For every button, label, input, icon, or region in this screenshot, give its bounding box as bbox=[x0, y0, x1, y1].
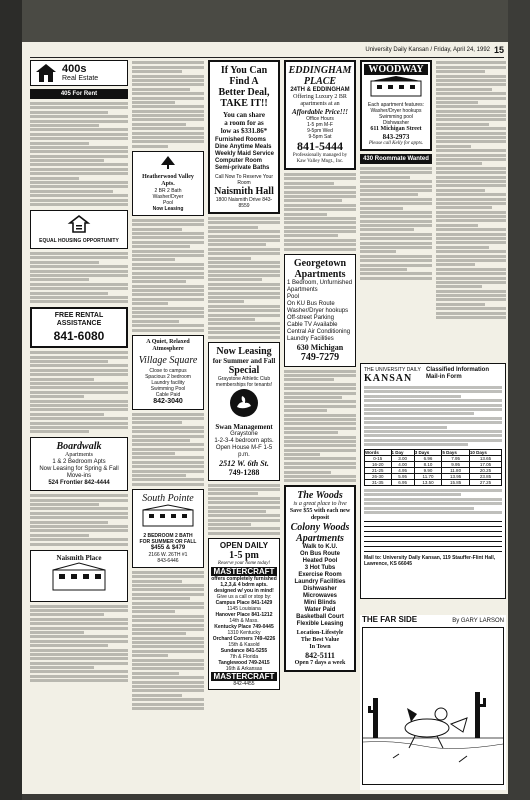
free-rental-title: FREE RENTAL ASSISTANCE bbox=[54, 312, 104, 328]
naismith-hall-headline: Better Deal, bbox=[218, 87, 270, 98]
rates-cell: 13.95 bbox=[442, 474, 470, 480]
woodway-ad bbox=[360, 60, 432, 151]
woodway-name: WOODWAY bbox=[364, 64, 428, 75]
swan-sub: for Summer and Fall bbox=[212, 356, 276, 365]
colony-woods-footer: Location-Lifestyle bbox=[296, 630, 344, 637]
rates-cell: 11.70 bbox=[414, 474, 442, 480]
village-square-line: Cable Paid bbox=[155, 391, 181, 398]
georgetown-title: Georgetown Apartments bbox=[293, 257, 347, 280]
classified-text-block bbox=[360, 167, 432, 280]
rates-cell: 26-30 bbox=[365, 474, 392, 480]
colony-woods-bullet: Flexible Leasing bbox=[296, 621, 344, 628]
naismith-hall-sub: You can share bbox=[223, 111, 265, 119]
mastercraft-brand-footer: MASTERCRAFT bbox=[211, 672, 277, 681]
colony-woods-bullet: On Bus Route bbox=[300, 551, 340, 558]
georgetown-phone: 749-7279 bbox=[300, 351, 340, 363]
naismith-hall-headline: TAKE IT!! bbox=[220, 98, 268, 109]
mastercraft-line: Hanover Place 841-1212 bbox=[215, 611, 273, 618]
naismith-hall-name: Naismith Hall bbox=[214, 186, 274, 197]
naismith-hall-address: 1800 Naismith Drive 843-8559 bbox=[215, 197, 273, 209]
classified-text-block bbox=[284, 173, 356, 251]
mastercraft-phone: 842-4455 bbox=[233, 680, 255, 687]
swan-logo-icon bbox=[229, 405, 259, 422]
village-square-line: Swimming Pool bbox=[150, 385, 186, 392]
georgetown-ad bbox=[284, 254, 356, 367]
mastercraft-line: Give us a call or stop by: bbox=[216, 593, 272, 600]
boardwalk-ad bbox=[30, 437, 128, 491]
binder-shadow-right bbox=[508, 0, 530, 800]
publication-line: University Daily Kansan / Friday, April 24, 1992 bbox=[365, 47, 490, 53]
rates-cell: 5.95 bbox=[391, 474, 414, 480]
swan-name: Swan Management bbox=[215, 422, 273, 431]
mastercraft-line: Tanglewood 749-2415 bbox=[218, 659, 270, 666]
rates-cell: 6.95 bbox=[391, 480, 414, 486]
far-side-title: THE FAR SIDE bbox=[362, 615, 418, 624]
far-side-author: By GARY LARSON bbox=[452, 618, 504, 624]
swan-title: Now Leasing bbox=[216, 345, 272, 357]
naismith-hall-sub: low as $331.86* bbox=[220, 127, 268, 135]
naismith-hall-ad bbox=[208, 60, 280, 214]
rates-cell: 13.65 bbox=[469, 456, 501, 462]
mastercraft-open: OPEN DAILY bbox=[219, 540, 269, 550]
eddingham-note: Professionally managed by Kaw Valley Mngt., Inc. bbox=[292, 153, 348, 164]
mastercraft-line: Sundance 841-5255 bbox=[220, 647, 268, 654]
kansan-name: KANSAN bbox=[364, 373, 413, 384]
georgetown-address: 630 Michigan bbox=[296, 342, 344, 352]
heatherwood-title: Heatherwood Valley Apts. bbox=[142, 173, 194, 187]
column-6 bbox=[436, 60, 506, 790]
logo-subtitle: Real Estate bbox=[62, 75, 99, 82]
rates-header: 1 Day bbox=[391, 450, 414, 456]
georgetown-bullet: Cable TV Available bbox=[287, 321, 338, 328]
rates-header: 5 Days bbox=[442, 450, 470, 456]
rates-cell: 9.95 bbox=[442, 462, 470, 468]
colony-woods-bullet: Basketball Court bbox=[296, 614, 344, 621]
swan-special: Special bbox=[228, 364, 260, 376]
mastercraft-brand: MASTERCRAFT bbox=[211, 567, 277, 576]
eddingham-phone: 841-5444 bbox=[297, 139, 343, 153]
mastercraft-ad bbox=[208, 538, 280, 690]
rates-cell: 23.85 bbox=[469, 474, 501, 480]
woodway-line: Swimming pool bbox=[379, 114, 413, 120]
mastercraft-line: 7th & Florida bbox=[229, 653, 259, 660]
classified-text-block bbox=[132, 61, 204, 147]
rates-cell: 31-35 bbox=[365, 480, 392, 486]
boardwalk-line: 1 & 2 Bedroom Apts bbox=[52, 459, 106, 466]
naismith-place-title: Naismith Place bbox=[56, 553, 102, 562]
georgetown-bullet: 1 Bedroom, Unfurnished Apartments bbox=[287, 279, 353, 293]
classified-text-block bbox=[132, 219, 204, 332]
boardwalk-line: 524 Frontier 842-4444 bbox=[48, 480, 110, 487]
heatherwood-line: Washer/Dryer bbox=[152, 193, 184, 200]
colony-woods-bullet: Exercise Room bbox=[298, 572, 342, 579]
classified-text-block bbox=[208, 217, 280, 339]
rates-header: 3 Days bbox=[414, 450, 442, 456]
colony-woods-headline: The Woods bbox=[297, 490, 343, 502]
classified-text-block bbox=[30, 102, 128, 206]
kansan-paper-line: THE UNIVERSITY DAILY bbox=[364, 367, 421, 373]
colony-woods-bullet: 3 Hot Tubs bbox=[304, 565, 336, 572]
colony-woods-bullet: Water Paid bbox=[304, 607, 336, 614]
naismith-hall-bullet: Dine Anytime Meals bbox=[215, 144, 272, 150]
classified-text-block bbox=[284, 370, 356, 483]
house-icon bbox=[35, 63, 57, 83]
rates-cell: 6.96 bbox=[414, 456, 442, 462]
equal-housing-icon bbox=[69, 220, 89, 237]
heatherwood-line: Pool bbox=[162, 199, 173, 206]
woodway-line: Each apartment features: bbox=[367, 102, 425, 108]
woodway-line: Dishwasher bbox=[382, 120, 410, 126]
column-3 bbox=[208, 60, 280, 693]
mastercraft-line: 1,2,3,& 4 bdrm apts. bbox=[220, 581, 268, 588]
classified-form-title: Classified Information Mail-in Form bbox=[426, 367, 490, 380]
rates-cell: 7.95 bbox=[442, 456, 470, 462]
mastercraft-line: 1145 Louisiana bbox=[227, 605, 261, 612]
rates-cell: 17.05 bbox=[469, 462, 501, 468]
swan-bullet: Graystone bbox=[230, 430, 258, 437]
village-square-line: Spacious 2 bedroom bbox=[145, 373, 191, 380]
naismith-hall-bullet: Furnished Rooms bbox=[215, 137, 267, 143]
building-icon bbox=[140, 515, 196, 532]
swan-bullet: 1-2-3-4 bedroom apts. bbox=[214, 437, 274, 444]
logo-title: 400s bbox=[62, 63, 87, 75]
column-4 bbox=[284, 60, 356, 675]
rates-cell: 4.95 bbox=[391, 468, 414, 474]
village-square-phone: 842-3040 bbox=[153, 397, 183, 405]
village-square-name: Village Square bbox=[138, 354, 198, 366]
building-icon bbox=[49, 579, 109, 596]
georgetown-bullet: Central Air Conditioning bbox=[287, 328, 351, 335]
swan-phone: 749-1288 bbox=[228, 467, 260, 477]
swan-address: 2512 W. 6th St. bbox=[219, 458, 269, 468]
woodway-address: 611 Michigan Street bbox=[370, 126, 422, 132]
colony-woods-phone: 842-5111 bbox=[305, 651, 335, 661]
rates-cell: 16-20 bbox=[365, 462, 392, 468]
georgetown-bullet: On KU Bus Route bbox=[287, 300, 335, 307]
boardwalk-line: Now Leasing for Spring & Fall Move-ins bbox=[39, 466, 119, 480]
eddingham-office: 1-5 pm M-F bbox=[307, 122, 333, 128]
mastercraft-line: 14th & Mass. bbox=[229, 617, 259, 624]
south-pointe-line: 2166 W. 26TH #1 bbox=[148, 551, 188, 558]
village-square-tagline: A Quiet, Relaxed Atmosphere bbox=[146, 338, 190, 352]
colony-woods-bullet: Laundry Facilities bbox=[294, 579, 346, 586]
column-1 bbox=[30, 60, 128, 684]
mastercraft-line: offers completely furnished bbox=[211, 575, 277, 582]
eddingham-line: Offering Luxury 2 BR bbox=[293, 94, 347, 100]
colony-woods-bullet: Dishwasher bbox=[303, 586, 337, 593]
classified-text-block bbox=[436, 61, 506, 319]
colony-woods-footer: In Town bbox=[309, 644, 331, 651]
section-header-roommate: 430 Roommate Wanted bbox=[360, 154, 432, 164]
classified-mail-to: Mail to: University Daily Kansan, 119 Stauffer-Flint Hall, Lawrence, KS 66045 bbox=[364, 555, 496, 568]
swan-bullet: Open House M-F 1-5 p.m. bbox=[215, 444, 273, 458]
mastercraft-hours: 1-5 pm bbox=[229, 549, 259, 561]
mastercraft-line: 1310 Kentucky bbox=[227, 629, 261, 636]
section-header-for-rent: 405 For Rent bbox=[30, 89, 128, 99]
real-estate-logo bbox=[30, 60, 128, 86]
south-pointe-line: FOR SUMMER OR FALL bbox=[139, 538, 197, 545]
equal-housing-ad bbox=[30, 210, 128, 249]
colony-woods-footer: The Best Value bbox=[300, 637, 340, 644]
eddingham-office: Office Hours bbox=[306, 116, 334, 122]
eddingham-line: Affordable Price!!! bbox=[291, 108, 349, 116]
mastercraft-line: Campus Place 841-1429 bbox=[215, 599, 273, 606]
newspaper-page bbox=[22, 42, 508, 794]
equal-housing-label: EQUAL HOUSING OPPORTUNITY bbox=[39, 237, 119, 244]
village-square-ad bbox=[132, 335, 204, 410]
rates-cell: 20.25 bbox=[469, 468, 501, 474]
eddingham-office: 9-5pm Wed bbox=[307, 128, 333, 134]
rates-cell: 0-15 bbox=[365, 456, 392, 462]
page-header bbox=[30, 44, 504, 58]
rates-header: Words bbox=[365, 450, 392, 456]
rates-cell: 9.90 bbox=[414, 468, 442, 474]
eddingham-sub: 24TH & EDDINGHAM bbox=[290, 87, 350, 93]
colony-woods-bullet: Heated Pool bbox=[302, 558, 338, 565]
naismith-place-ad bbox=[30, 550, 128, 602]
classified-text-block bbox=[132, 571, 204, 710]
naismith-hall-bullet: Computer Room bbox=[215, 158, 262, 164]
mastercraft-line: designed w/ you in mind! bbox=[214, 587, 274, 594]
eddingham-line: apartments at an bbox=[300, 101, 340, 107]
woodway-line: Washer/Dryer hookups bbox=[370, 108, 422, 114]
naismith-hall-bullet: Semi-private Baths bbox=[215, 165, 270, 171]
page-number: 15 bbox=[493, 45, 504, 55]
naismith-hall-sub: a room for as bbox=[224, 119, 264, 127]
column-2 bbox=[132, 60, 204, 790]
mastercraft-line: Orchard Corners 749-4226 bbox=[212, 635, 276, 642]
heatherwood-line: 2 BR 2 Bath bbox=[154, 187, 182, 194]
swan-line: memberships for tenants! bbox=[215, 381, 273, 388]
naismith-hall-headline: Find A bbox=[229, 76, 259, 87]
rates-cell: 13.50 bbox=[414, 480, 442, 486]
rates-cell: 4.00 bbox=[391, 462, 414, 468]
rates-cell: 11.80 bbox=[442, 468, 470, 474]
rates-cell: 27.25 bbox=[469, 480, 501, 486]
colony-woods-save: Save $55 with each new deposit bbox=[289, 508, 351, 522]
south-pointe-name: South Pointe bbox=[142, 492, 194, 504]
colony-woods-name: Colony Woods Apartments bbox=[290, 522, 350, 545]
mastercraft-line: 16th & Arkansas bbox=[225, 665, 263, 672]
swan-management-ad bbox=[208, 342, 280, 481]
naismith-hall-cta: Call Now To Reserve Your Room bbox=[215, 174, 273, 186]
georgetown-bullet: Off-street Parking bbox=[287, 314, 334, 321]
top-margin bbox=[22, 0, 508, 42]
tree-icon bbox=[159, 156, 177, 173]
classified-text-block bbox=[30, 494, 128, 545]
free-rental-phone: 841-6080 bbox=[53, 329, 105, 344]
south-pointe-line: $455 & $479 bbox=[150, 544, 186, 551]
mastercraft-line: Kentucky Place 749-0445 bbox=[214, 623, 274, 630]
village-square-line: Laundry facility bbox=[151, 379, 185, 386]
village-square-line: Close to campus bbox=[149, 367, 187, 374]
georgetown-bullet: Washer/Dryer hookups bbox=[287, 307, 349, 314]
naismith-hall-headline: If You Can bbox=[220, 65, 268, 76]
classified-text-block bbox=[208, 484, 280, 535]
rates-header: 10 Days bbox=[469, 450, 501, 456]
colony-woods-bullet: Walk to K.U. bbox=[302, 544, 338, 551]
colony-woods-footer: Open 7 days a week bbox=[294, 660, 346, 667]
classified-text-block bbox=[30, 252, 128, 303]
south-pointe-line: 843-6446 bbox=[157, 557, 179, 564]
classified-text-block bbox=[30, 351, 128, 433]
colony-woods-sub: is a great place to live bbox=[293, 501, 347, 508]
swan-line: Graystone Athletic Club bbox=[217, 375, 271, 382]
mastercraft-line: 15th & Kasold bbox=[228, 641, 260, 648]
classified-text-block bbox=[132, 413, 204, 486]
rates-cell: 21-25 bbox=[365, 468, 392, 474]
building-icon bbox=[368, 84, 424, 101]
colony-woods-bullet: Mini Blinds bbox=[304, 600, 336, 607]
rates-cell: 3.00 bbox=[391, 456, 414, 462]
georgetown-bullet: Pool bbox=[287, 293, 300, 300]
colony-woods-bullet: Microwaves bbox=[302, 593, 338, 600]
eddingham-ad bbox=[284, 60, 356, 170]
naismith-hall-bullet: Weekly Maid Service bbox=[215, 151, 274, 157]
free-rental-ad bbox=[30, 307, 128, 348]
eddingham-title: EDDINGHAM PLACE bbox=[288, 65, 352, 87]
woodway-note: Please call Kelly for appts. bbox=[368, 141, 424, 146]
eddingham-office: 9-5pm Sat bbox=[308, 134, 332, 140]
heatherwood-line: Now Leasing bbox=[152, 205, 184, 212]
rates-cell: 8.10 bbox=[414, 462, 442, 468]
boardwalk-name: Boardwalk bbox=[56, 441, 102, 453]
rates-cell: 15.85 bbox=[442, 480, 470, 486]
binder-shadow-left bbox=[0, 0, 22, 800]
mastercraft-sub: Reserve your home today! bbox=[217, 560, 271, 566]
georgetown-bullet: Laundry Facilities bbox=[287, 335, 334, 342]
south-pointe-line: 2 BEDROOM 2 BATH bbox=[143, 532, 193, 539]
heatherwood-ad bbox=[132, 151, 204, 216]
woodway-phone: 843-2973 bbox=[382, 133, 410, 141]
boardwalk-sub: Apartments bbox=[65, 452, 93, 459]
classified-text-block bbox=[30, 605, 128, 683]
south-pointe-ad bbox=[132, 489, 204, 568]
colony-woods-ad bbox=[284, 485, 356, 672]
